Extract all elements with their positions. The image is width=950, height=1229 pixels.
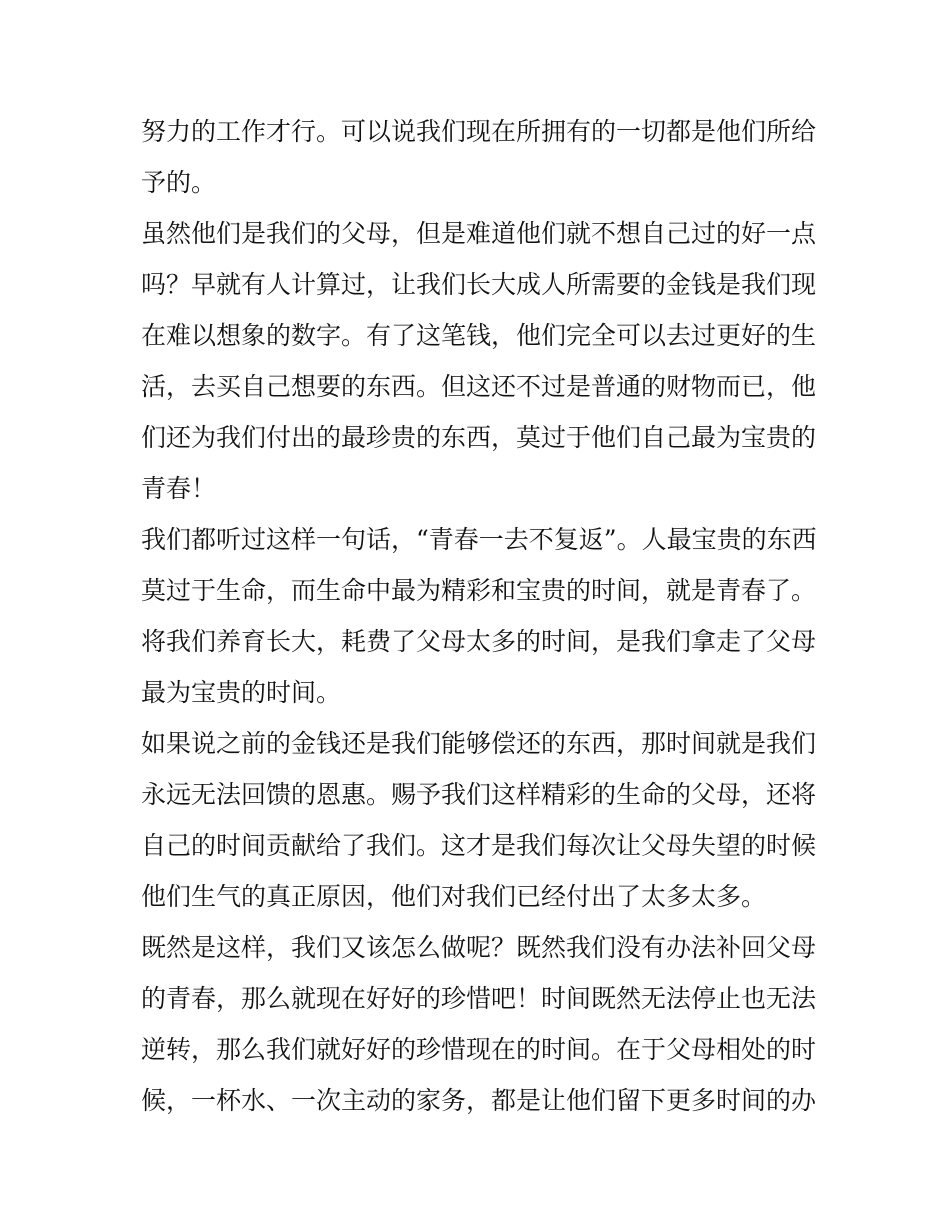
text-line: 的青春，那么就现在好好的珍惜吧！时间既然无法停止也无法 [141,984,817,1013]
text-line: 逆转，那么我们就好好的珍惜现在的时间。在于父母相处的时 [141,1035,817,1064]
text-line: 青春！ [141,474,217,503]
text-line: 最为宝贵的时间。 [141,678,342,707]
text-line: 努力的工作才行。可以说我们现在所拥有的一切都是他们所给 [141,117,817,146]
text-line: 活，去买自己想要的东西。但这还不过是普通的财物而已，他 [141,372,817,401]
text-line: 既然是这样，我们又该怎么做呢？既然我们没有办法补回父母 [141,933,817,962]
text-line: 虽然他们是我们的父母，但是难道他们就不想自己过的好一点 [141,219,817,248]
body-text [141,106,821,1126]
text-line: 们还为我们付出的最珍贵的东西，莫过于他们自己最为宝贵的 [141,423,817,452]
text-line: 自己的时间贡献给了我们。这才是我们每次让父母失望的时候 [141,831,817,860]
text-line: 永远无法回馈的恩惠。赐予我们这样精彩的生命的父母，还将 [141,780,817,809]
text-line: 莫过于生命，而生命中最为精彩和宝贵的时间，就是青春了。 [141,576,817,605]
text-line: 予的。 [141,168,217,197]
text-line: 候，一杯水、一次主动的家务，都是让他们留下更多时间的办 [141,1086,817,1115]
text-line: 如果说之前的金钱还是我们能够偿还的东西，那时间就是我们 [141,729,817,758]
text-line: 将我们养育长大，耗费了父母太多的时间，是我们拿走了父母 [141,627,817,656]
text-line: 他们生气的真正原因，他们对我们已经付出了太多太多。 [141,882,767,911]
text-line: 我们都听过这样一句话，“青春一去不复返”。人最宝贵的东西 [141,525,817,554]
text-line: 吗？早就有人计算过，让我们长大成人所需要的金钱是我们现 [141,270,817,299]
text-line: 在难以想象的数字。有了这笔钱，他们完全可以去过更好的生 [141,321,817,350]
